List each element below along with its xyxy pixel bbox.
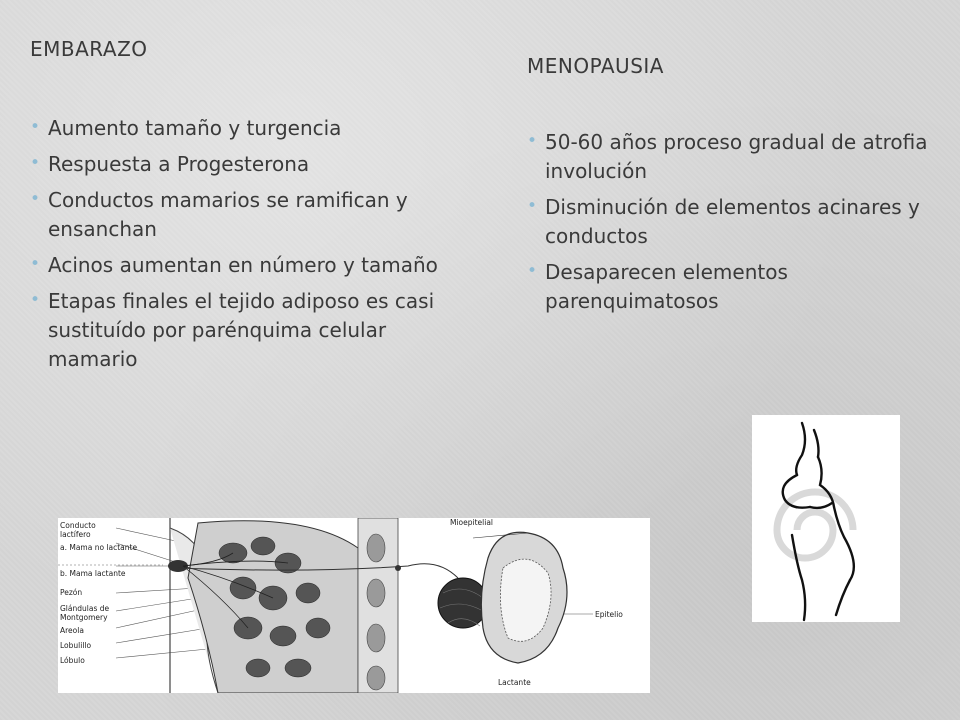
menopausia-heading: MENOPAUSIA xyxy=(527,54,664,78)
label-areola: Areola xyxy=(60,626,84,635)
label-montgomery: Montgomery xyxy=(60,613,108,622)
menopausia-item: • Desaparecen elementos parenquimatosos xyxy=(527,258,957,316)
label-lobulo: Lóbulo xyxy=(60,656,85,665)
embarazo-heading: EMBARAZO xyxy=(30,37,148,61)
label-mama-no-lactante: a. Mama no lactante xyxy=(60,543,138,552)
breast-anatomy-illustration xyxy=(58,518,650,693)
label-lobulillo: Lobulillo xyxy=(60,641,92,650)
label-glandulas: Glándulas de xyxy=(60,604,110,613)
label-lactante: Lactante xyxy=(498,678,531,687)
embarazo-item: • Aumento tamaño y turgencia xyxy=(30,114,460,143)
pregnancy-silhouette-icon xyxy=(752,415,900,622)
label-pezon: Pezón xyxy=(60,588,83,597)
pregnant-figure-sketch xyxy=(752,415,900,622)
breast-anatomy-diagram xyxy=(58,518,650,693)
menopausia-list xyxy=(527,128,957,323)
embarazo-item: • Etapas finales el tejido adiposo es casi sustituído por parénquima celular mamario xyxy=(30,287,460,374)
menopausia-item: • Disminución de elementos acinares y conductos xyxy=(527,193,957,251)
embarazo-item: • Conductos mamarios se ramifican y ensanchan xyxy=(30,186,460,244)
menopausia-item: • 50-60 años proceso gradual de atrofia involución xyxy=(527,128,957,186)
embarazo-item: • Acinos aumentan en número y tamaño xyxy=(30,251,460,280)
label-epitelio: Epitelio xyxy=(595,610,623,619)
embarazo-item: • Respuesta a Progesterona xyxy=(30,150,460,179)
label-conducto: Conducto xyxy=(60,521,96,530)
label-mama-lactante: b. Mama lactante xyxy=(60,569,126,578)
embarazo-list xyxy=(30,114,460,381)
label-lactifero: lactífero xyxy=(60,530,91,539)
label-mioepitelial: Mioepitelial xyxy=(450,518,494,527)
